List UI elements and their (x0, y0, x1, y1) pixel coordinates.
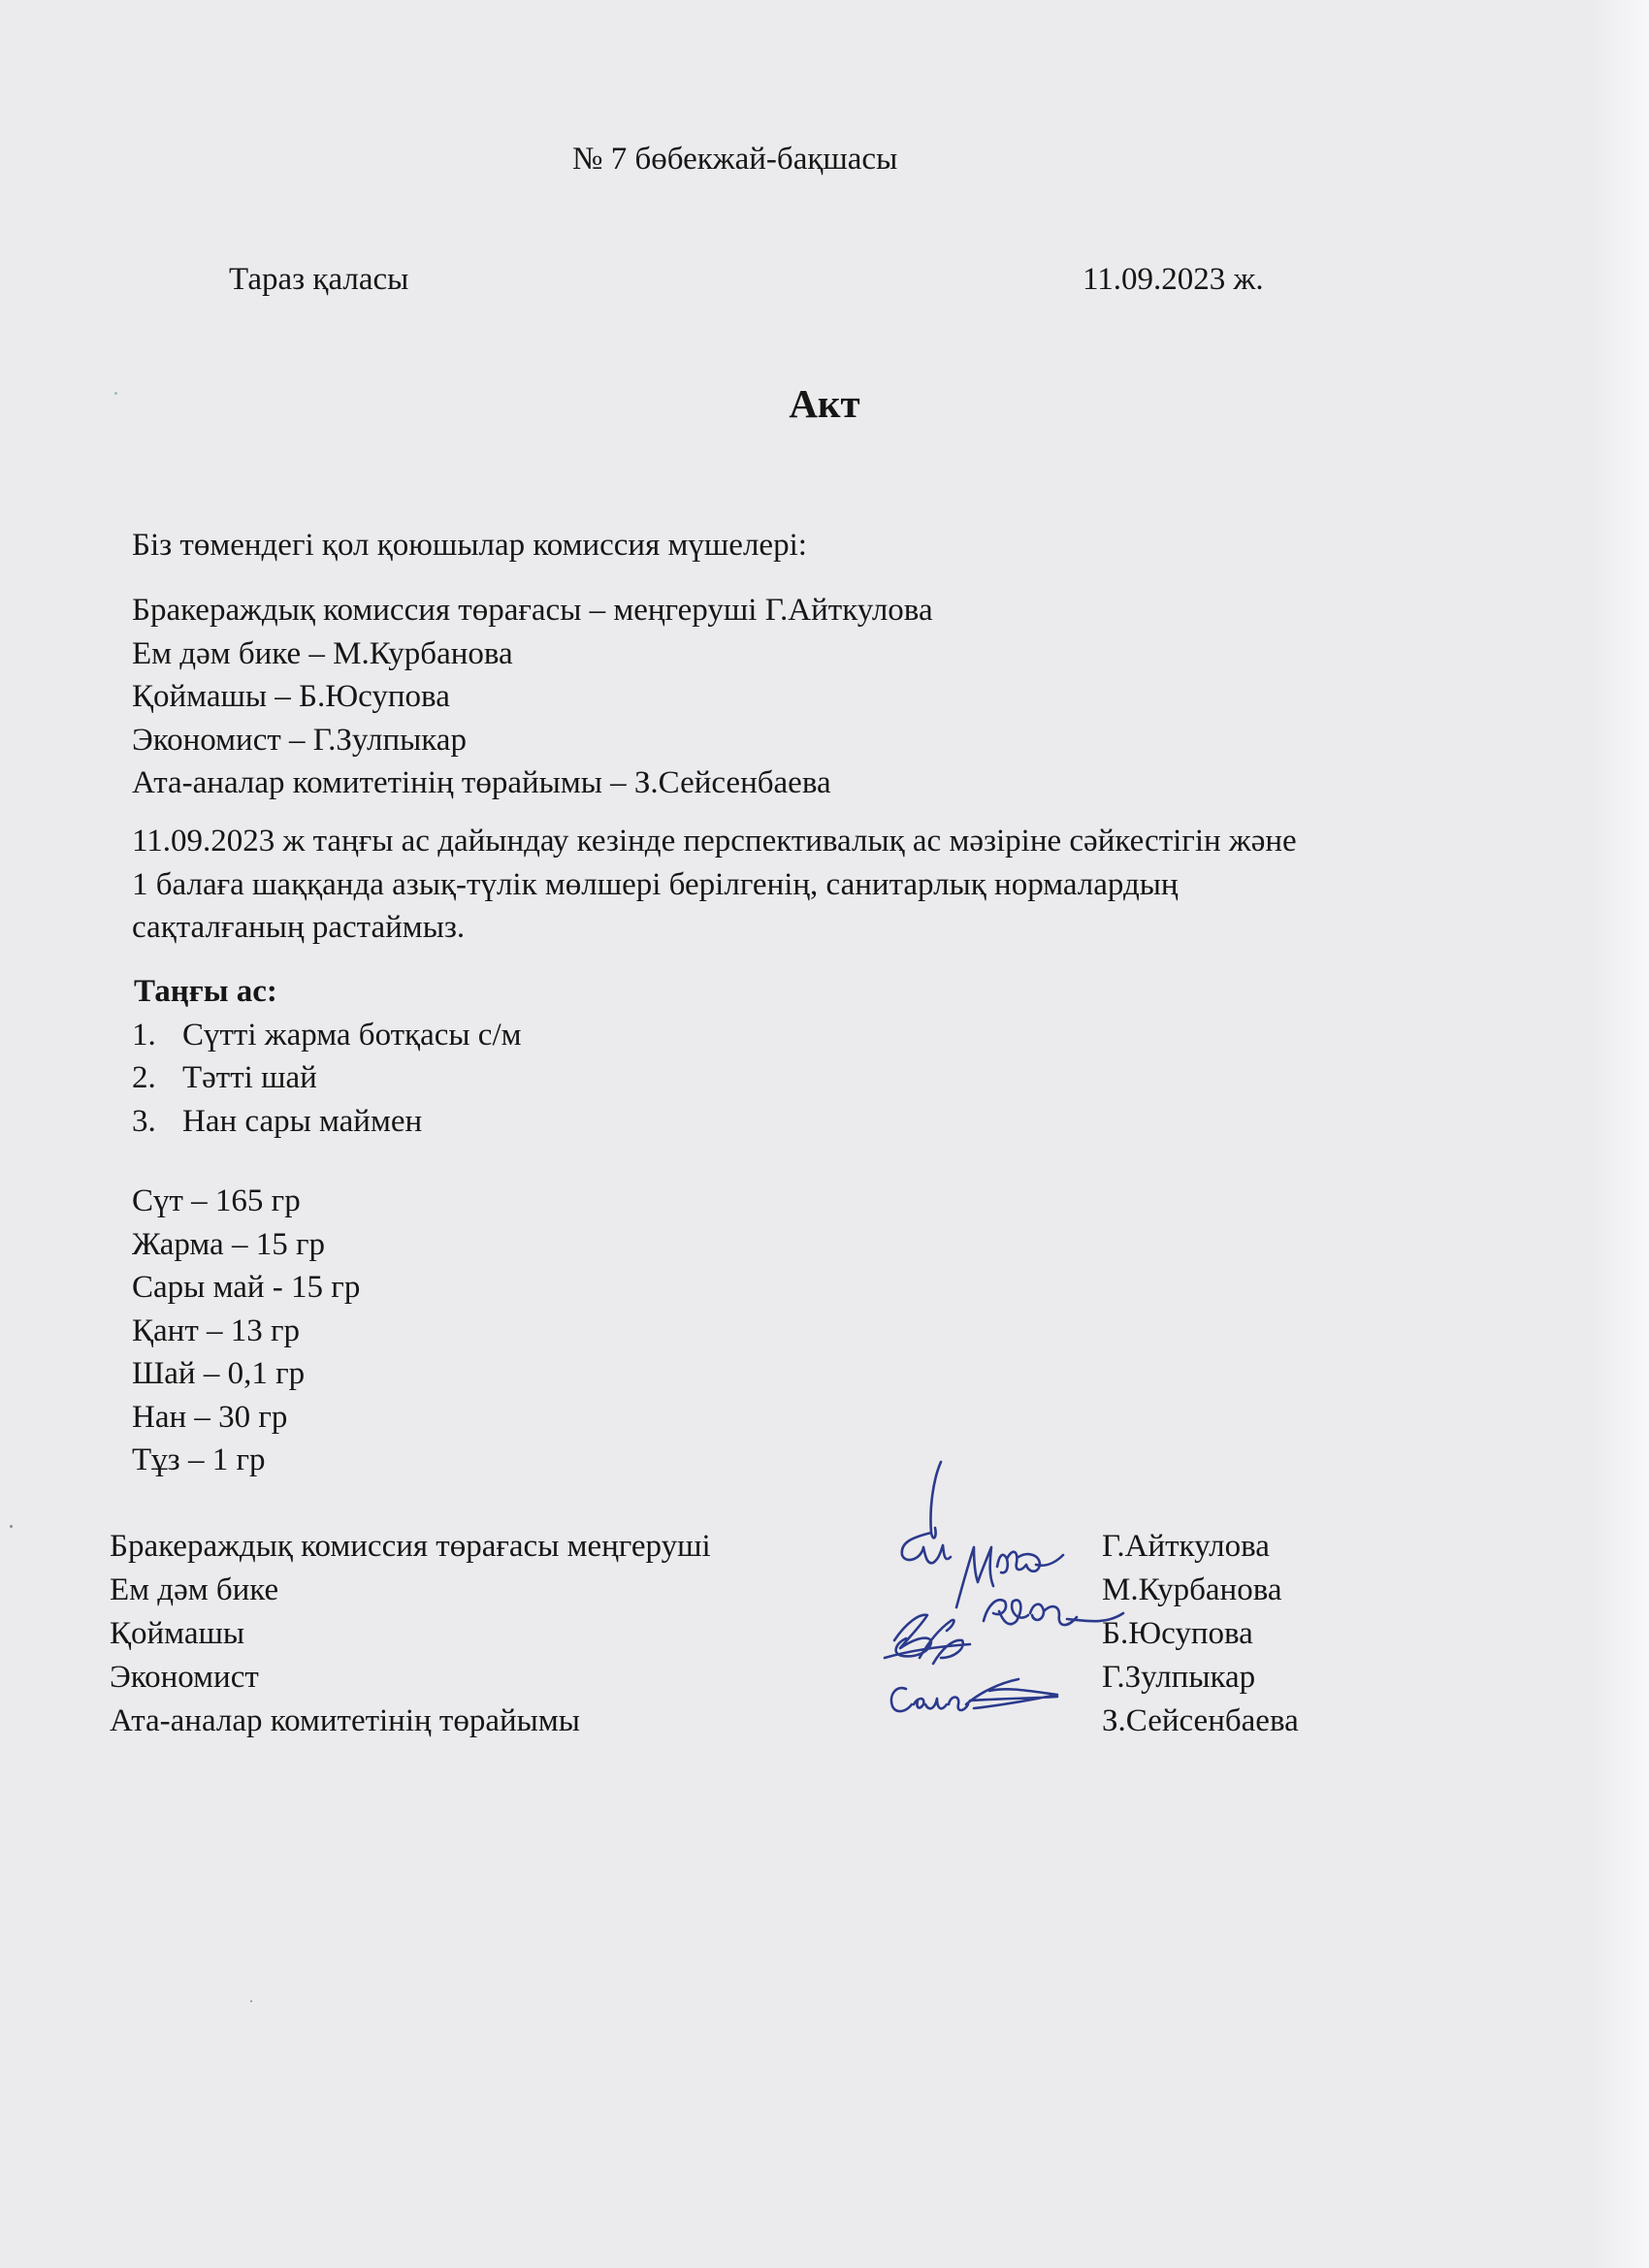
signature-4 (885, 1615, 970, 1664)
ingredient-line: Сүт – 165 гр (132, 1183, 301, 1218)
signature-5 (891, 1679, 1057, 1711)
menu-item-number: 2. (132, 1060, 156, 1095)
intro-text: Біз төмендегі қол қоюшылар комиссия мүшелері: (132, 528, 807, 563)
signatory-role: Экономист (110, 1660, 259, 1695)
menu-item-text: Нан сары маймен (182, 1103, 423, 1139)
signatory-role: Ата-аналар комитетінің төрайымы (110, 1703, 580, 1738)
signatory-name: З.Сейсенбаева (1102, 1703, 1299, 1738)
ingredient-line: Қант – 13 гр (132, 1312, 301, 1348)
ingredient-line: Жарма – 15 гр (132, 1226, 325, 1262)
statement-line: 11.09.2023 ж таңғы ас дайындау кезінде перспективалық ас мәзіріне сәйкестігін және (132, 824, 1297, 859)
member-line: Экономист – Г.Зулпыкар (132, 722, 467, 758)
menu-item (132, 1056, 522, 1100)
signature-1 (902, 1462, 951, 1563)
signatory-name: М.Курбанова (1102, 1572, 1282, 1607)
statement-paragraph (132, 820, 1297, 950)
signatory-name: Г.Зулпыкар (1102, 1660, 1256, 1695)
ingredient-line: Тұз – 1 гр (132, 1442, 266, 1477)
handwritten-signatures (873, 1450, 1125, 1780)
breakfast-heading: Таңғы ас: (134, 974, 277, 1009)
scan-edge-shading (1591, 0, 1649, 2268)
member-line: Бракераждық комиссия төрағасы – меңгеруші Г.Айткулова (132, 593, 933, 628)
menu-item-text: Сүтті жарма ботқасы с/м (182, 1017, 522, 1053)
signatory-role: Қоймашы (110, 1616, 245, 1651)
ingredient-line: Шай – 0,1 гр (132, 1356, 306, 1391)
menu-item-number: 1. (132, 1017, 156, 1053)
signature-2 (956, 1547, 1063, 1607)
menu-list (132, 1014, 522, 1144)
city-name: Тараз қаласы (229, 262, 409, 297)
signatory-role: Ем дәм бике (110, 1572, 279, 1607)
document-title: Акт (789, 381, 860, 426)
menu-item-text: Тәтті шай (182, 1060, 317, 1095)
breakfast-menu (132, 970, 522, 1143)
menu-item (132, 1100, 522, 1144)
organization-name: № 7 бөбекжай-бақшасы (572, 142, 898, 177)
menu-item-number: 3. (132, 1103, 156, 1139)
commission-members (132, 589, 933, 805)
member-line: Қоймашы – Б.Юсупова (132, 679, 450, 714)
member-line: Ем дәм бике – М.Курбанова (132, 635, 513, 671)
signatory-names (1102, 1525, 1299, 1743)
scan-speck (250, 2000, 252, 2002)
signatory-name: Г.Айткулова (1102, 1529, 1270, 1564)
signatory-name: Б.Юсупова (1102, 1616, 1253, 1651)
signatory-roles (110, 1525, 711, 1743)
menu-item (132, 1014, 522, 1057)
ingredient-line: Сары май - 15 гр (132, 1270, 361, 1305)
scan-speck (114, 392, 117, 395)
member-line: Ата-аналар комитетінің төрайымы – З.Сейсенбаева (132, 765, 831, 800)
statement-line: 1 балаға шаққанда азық-түлік мөлшері берілгенің, санитарлық нормалардың (132, 866, 1179, 902)
ingredient-list (132, 1180, 360, 1482)
document-date: 11.09.2023 ж. (1083, 262, 1264, 297)
signatory-role: Бракераждық комиссия төрағасы меңгеруші (110, 1529, 711, 1564)
ingredient-line: Нан – 30 гр (132, 1399, 288, 1435)
statement-line: сақталғаның растаймыз. (132, 910, 466, 945)
scan-speck (10, 1525, 13, 1528)
